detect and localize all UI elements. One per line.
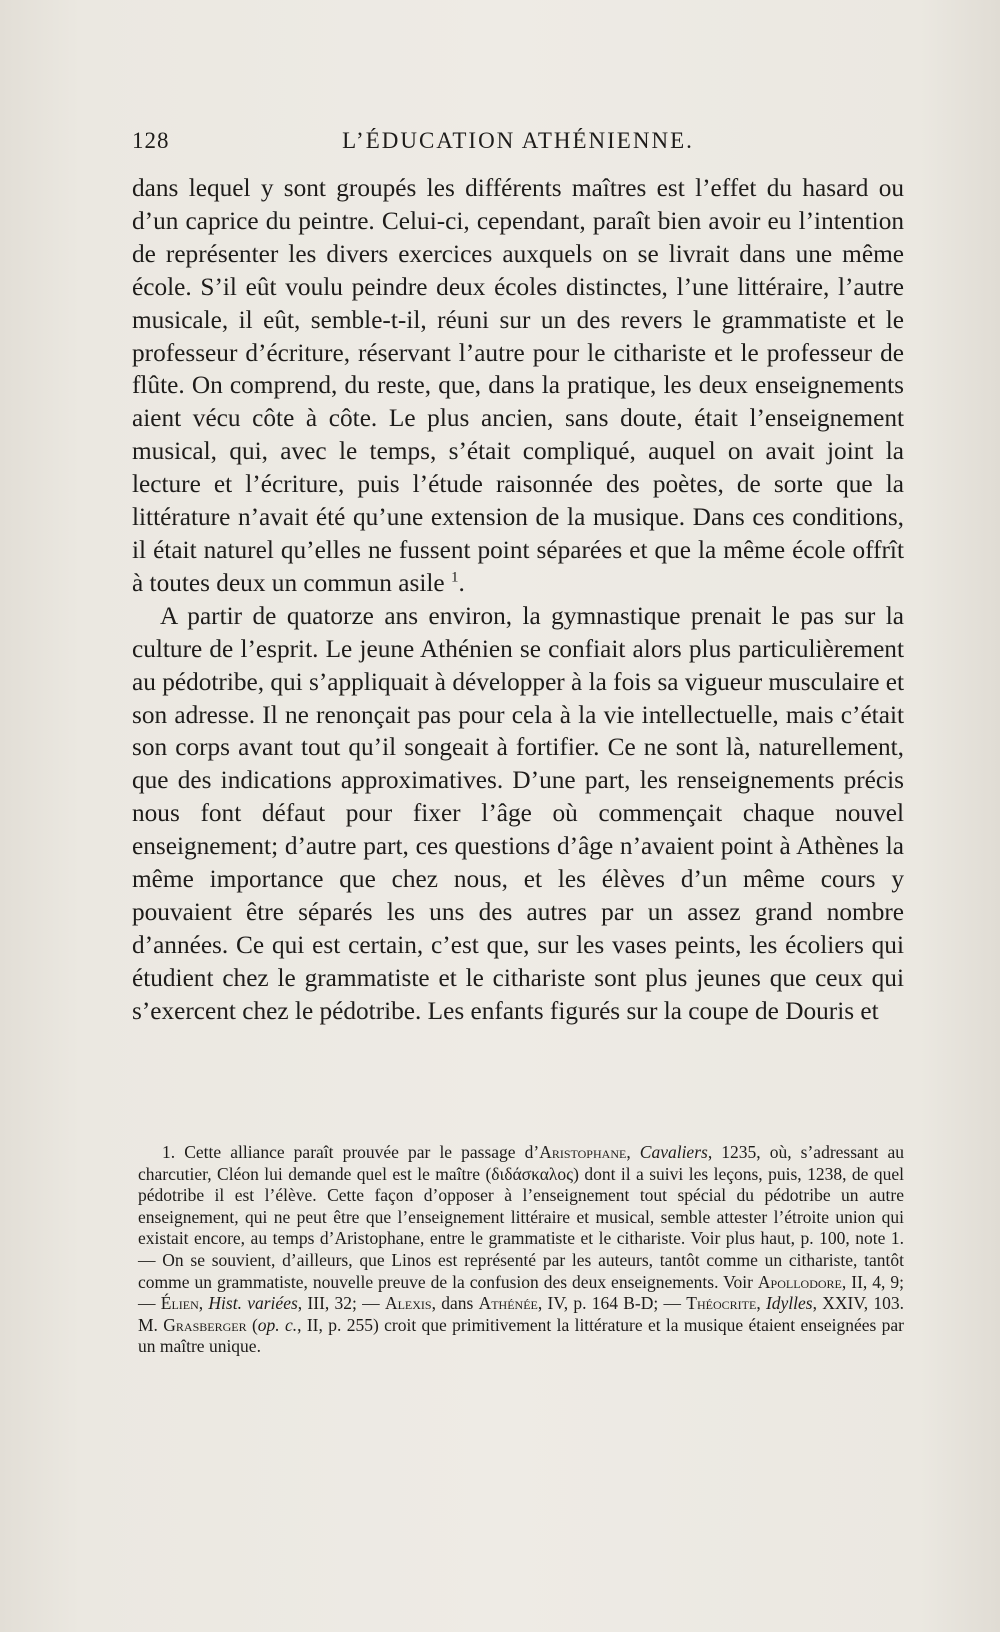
- paragraph-text: dans lequel y sont groupés les différents maîtres est l’effet du hasard ou d’un caprice du peintre. Celui-ci, cependant, paraît bien avoir eu l’intention de représenter les divers exercices auxquels on se livrait dans une même école. S’il eût voulu peindre deux écoles distinctes, l’une littéraire, l’autre musicale, il eût, semble-t-il, réuni sur un des revers le grammatiste et le professeur d’écriture, réservant l’autre pour le cithariste et le professeur de flûte. On comprend, du reste, que, dans la pratique, les deux enseignements aient vécu côte à côte. Le plus ancien, sans doute, était l’enseignement musical, qui, avec le temps, s’était compliqué, auquel on avait joint la lecture et l’écriture, puis l’étude raisonnée des poètes, de sorte que la littérature n’avait été qu’une extension de la musique. Dans ces conditions, il était naturel qu’elles ne fussent point séparées et que la même école offrît à toutes deux un commun asile: [132, 174, 904, 597]
- footnote-text: , III, 32; —: [297, 1293, 385, 1314]
- author-name: Apollodore: [757, 1271, 842, 1292]
- work-title: Hist. variées: [208, 1293, 298, 1314]
- paragraph-text: A partir de quatorze ans environ, la gymnastique prenait le pas sur la culture de l’esprit. Le jeune Athénien se confiait alors plus particulièrement au pédotribe, qui s’appliquait à développer à la fois sa vigueur musculaire et son adresse. Il ne renonçait pas pour cela à la vie intellectuelle, mais c’était son corps avant tout qu’il songeait à fortifier. Ce ne sont là, naturellement, que des indications approximatives. D’une part, les renseignements précis nous font défaut pour fixer l’âge où commençait chaque nouvel enseignement; d’autre part, ces questions d’âge n’avaient point à Athènes la même importance que chez nous, et les élèves d’un même cours y pouvaient être séparés les uns des autres par un assez grand nombre d’années. Ce qui est certain, c’est que, sur les vases peints, les écoliers qui étudient chez le grammatiste et le cithariste sont plus jeunes que ceux qui s’exercent chez le pédotribe. Les enfants figurés sur la coupe de Douris et: [132, 601, 904, 1025]
- footnote-text: (: [246, 1314, 258, 1335]
- paragraph: [132, 600, 904, 1028]
- author-name: Théocrite: [686, 1293, 757, 1314]
- footnote-text: , dans: [431, 1293, 479, 1314]
- footnotes: [138, 1142, 904, 1358]
- footnote-reference: 1: [450, 569, 459, 586]
- paragraph: [132, 172, 904, 600]
- author-name: Alexis: [384, 1293, 432, 1314]
- author-name: Athénée: [478, 1293, 538, 1314]
- footnote-text: Cette alliance paraît prouvée par le passage d’: [184, 1142, 540, 1162]
- footnote: [138, 1142, 904, 1358]
- footnote-text: ,: [756, 1293, 766, 1314]
- footnote-text: ,: [198, 1293, 209, 1314]
- footnote-text: , XXIV, 103. M.: [138, 1293, 904, 1335]
- running-title: L’ÉDUCATION ATHÉNIENNE.: [342, 128, 694, 153]
- work-title: Idylles: [765, 1293, 813, 1314]
- footnote-text: , 1235, où, s’adressant au charcutier, Cléon lui demande quel est le maître (διδάσκαλος) dont il a suivi les leçons, puis, 1238, de quel pédotribe il est l’élève. Cette façon d’opposer à l’enseignement tout spécial du pédotribe un autre enseignement, qui ne peut être que l’enseignement littéraire et musical, semble attester l’étroite union qui existait encore, au temps d’Aristophane, entre le grammatiste et le cithariste. Voir plus haut, p. 100, note 1. — On se souvient, d’ailleurs, que Linos est représenté par les auteurs, tantôt comme un cithariste, tantôt comme un grammatiste, nouvelle preuve de la confusion des deux enseignements. Voir: [138, 1142, 905, 1292]
- footnote-number: 1.: [162, 1142, 185, 1162]
- author-name: Aristophane: [539, 1142, 627, 1162]
- footnote-text: , IV, p. 164 B-D; —: [537, 1293, 687, 1314]
- body-text: [132, 172, 904, 1028]
- footnote-text: , II, 4, 9; —: [138, 1271, 904, 1314]
- author-name: Élien: [160, 1293, 199, 1314]
- work-title: Cavaliers: [639, 1142, 708, 1162]
- footnote-text: , II, p. 255) croit que primitivement la littérature et la musique étaient enseignées par un maître unique.: [138, 1314, 904, 1357]
- page-number: 128: [132, 128, 170, 153]
- author-name: Grasberger: [163, 1314, 247, 1335]
- page-header: [132, 128, 904, 164]
- paragraph-end: .: [458, 568, 465, 597]
- footnote-text: ,: [626, 1142, 640, 1162]
- work-title: op. c.: [257, 1314, 298, 1335]
